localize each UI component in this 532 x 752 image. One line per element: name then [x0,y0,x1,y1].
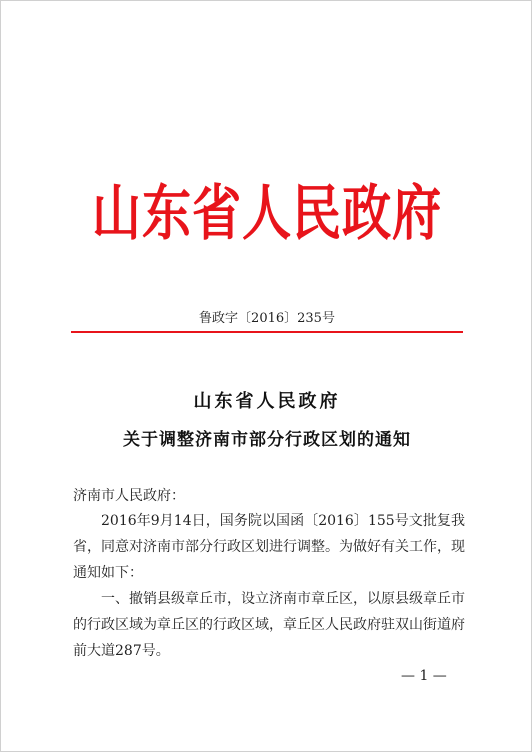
paragraph-1: 2016年9月14日，国务院以国函〔2016〕155号文批复我省，同意对济南市部分行政区划进行调整。为做好有关工作，现通知如下： [73,513,465,581]
document-body [73,508,465,664]
salutation: 济南市人民政府： [73,488,185,504]
document-title-line-2: 关于调整济南市部分行政区划的通知 [123,430,411,450]
document-number: 鲁政字〔2016〕235号 [199,311,335,326]
issuer-header: 山东省人民政府 [91,179,443,249]
document-title-line-1: 山东省人民政府 [193,391,341,412]
red-separator-line [71,331,463,333]
paragraph-2: 一、撤销县级章丘市，设立济南市章丘区，以原县级章丘市的行政区域为章丘区的行政区域，章丘区人民政府驻双山街道府前大道287号。 [73,591,465,659]
page-number: — 1 — [401,668,447,684]
